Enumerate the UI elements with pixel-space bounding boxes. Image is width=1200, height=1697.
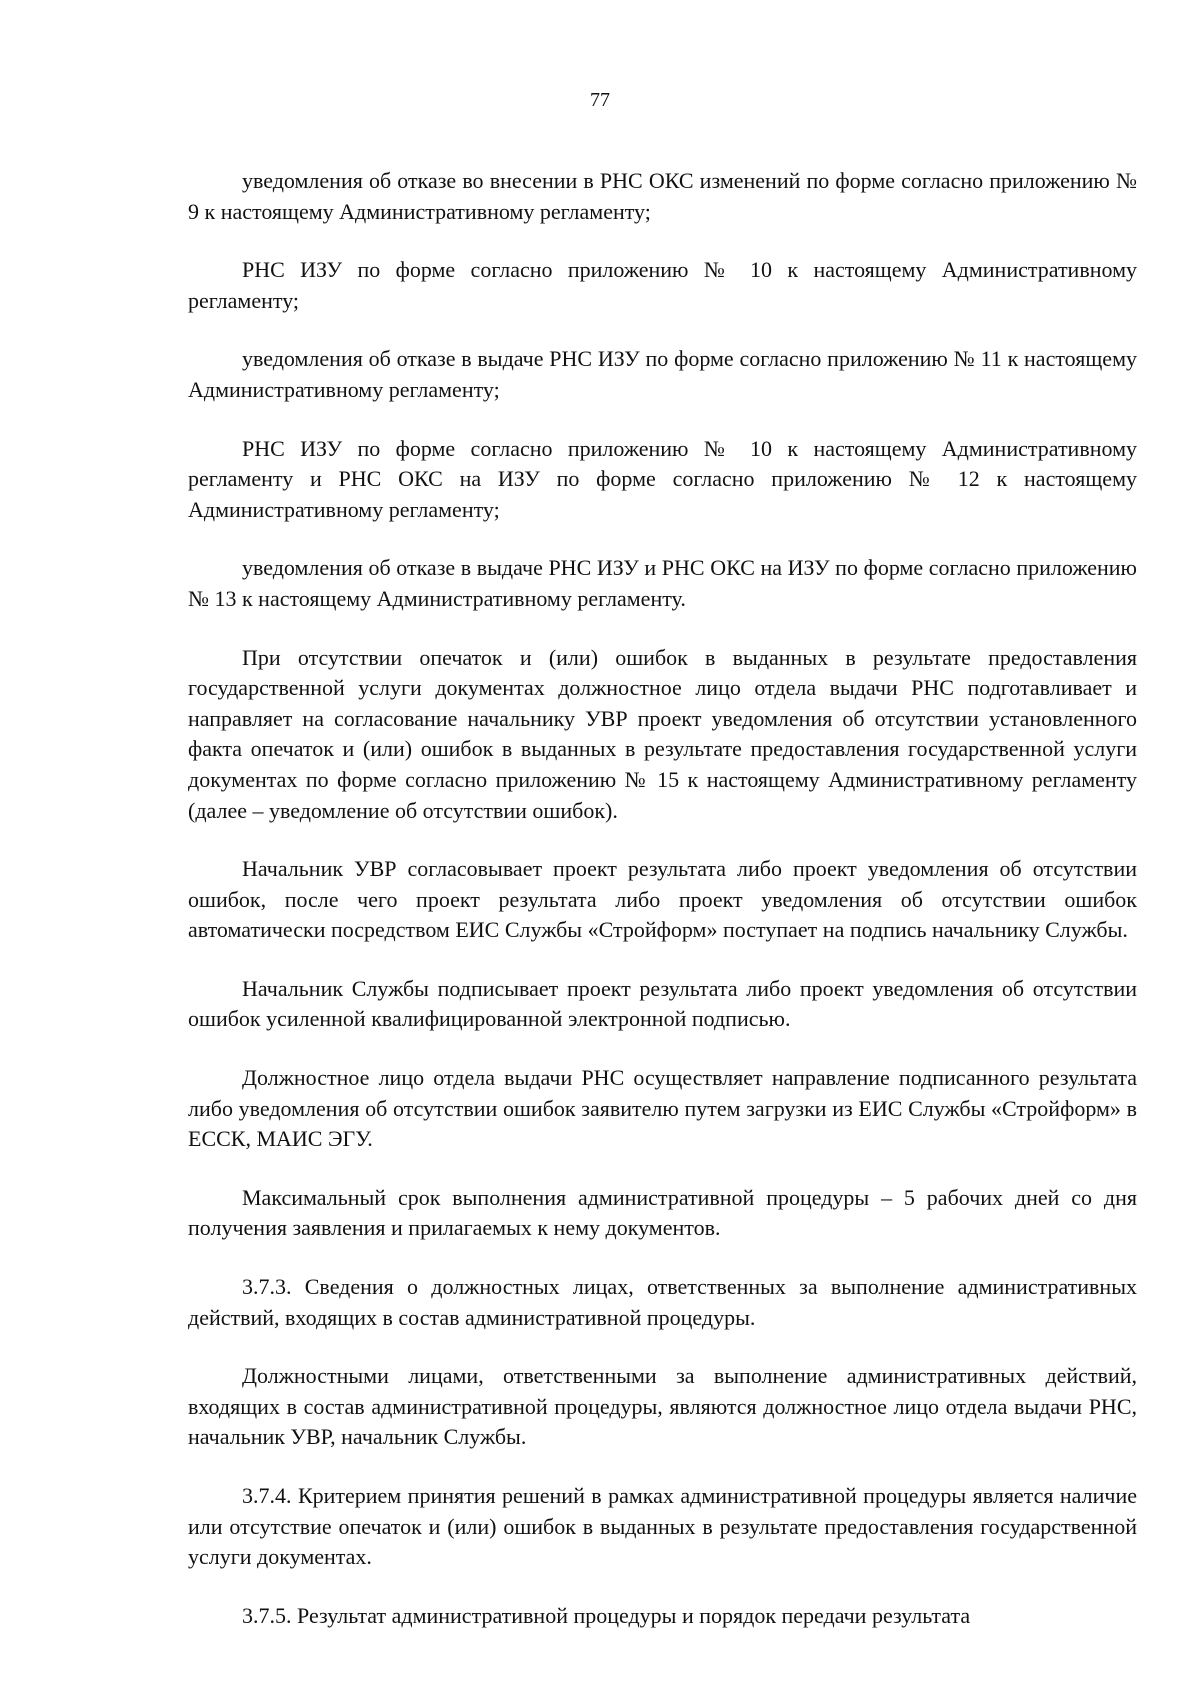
paragraph: уведомления об отказе во внесении в РНС ОКС изменений по форме согласно приложению № 9 к настоящему Административному регламенту;	[188, 168, 1137, 224]
paragraph: уведомления об отказе в выдаче РНС ИЗУ по форме согласно приложению № 11 к настоящему Административному регламенту;	[188, 346, 1137, 402]
page-number: 77	[590, 89, 610, 111]
paragraph: Начальник Службы подписывает проект результата либо проект уведомления об отсутствии ошибок усиленной квалифицированной электронной подписью.	[188, 975, 1137, 1032]
paragraph: Максимальный срок выполнения административной процедуры – 5 рабочих дней со дня получения заявления и прилагаемых к нему документов.	[188, 1184, 1137, 1241]
paragraph: 3.7.4. Критерием принятия решений в рамках административной процедуры является наличие или отсутствие опечаток и (или) ошибок в выданных в результате предоставления государственной услуги документах.	[188, 1483, 1137, 1570]
document-body	[188, 166, 1137, 1659]
paragraph: Должностное лицо отдела выдачи РНС осуществляет направление подписанного результата либо уведомления об отсутствии ошибок заявителю путем загрузки из ЕИС Службы «Стройформ» в ЕССК, МАИС ЭГУ.	[188, 1065, 1137, 1152]
paragraph: При отсутствии опечаток и (или) ошибок в выданных в результате предоставления государственной услуги документах должностное лицо отдела выдачи РНС подготавливает и направляет на согласование начальнику УВР проект уведомления об отсутствии установленного факта опечаток и (или) ошибок в выданных в результате предоставления государственной услуги документах по форме согласно приложению № 15 к настоящему Административному регламенту (далее – уведомление об отсутствии ошибок).	[188, 644, 1137, 823]
paragraph: Должностными лицами, ответственными за выполнение административных действий, входящих в состав административной процедуры, являются должностное лицо отдела выдачи РНС, начальник УВР, начальник Службы.	[188, 1363, 1137, 1450]
paragraph: РНС ИЗУ по форме согласно приложению № 10 к настоящему Административному регламенту и РНС ОКС на ИЗУ по форме согласно приложению № 12 к настоящему Административному регламенту;	[188, 435, 1137, 522]
section-heading: 3.7.3. Сведения о должностных лицах, ответственных за выполнение административных действий, входящих в состав административной процедуры.	[188, 1274, 1137, 1330]
section-heading: 3.7.5. Результат административной процедуры и порядок передачи результата	[242, 1602, 971, 1628]
paragraph: Начальник УВР согласовывает проект результата либо проект уведомления об отсутствии ошибок, после чего проект результата либо проект уведомления об отсутствии ошибок автоматически посредством ЕИС Службы «Стройформ» поступает на подпись начальнику Службы.	[188, 856, 1137, 943]
paragraph: уведомления об отказе в выдаче РНС ИЗУ и РНС ОКС на ИЗУ по форме согласно приложению № 13 к настоящему Административному регламенту.	[188, 555, 1137, 611]
paragraph: РНС ИЗУ по форме согласно приложению № 10 к настоящему Административному регламенту;	[188, 257, 1137, 313]
